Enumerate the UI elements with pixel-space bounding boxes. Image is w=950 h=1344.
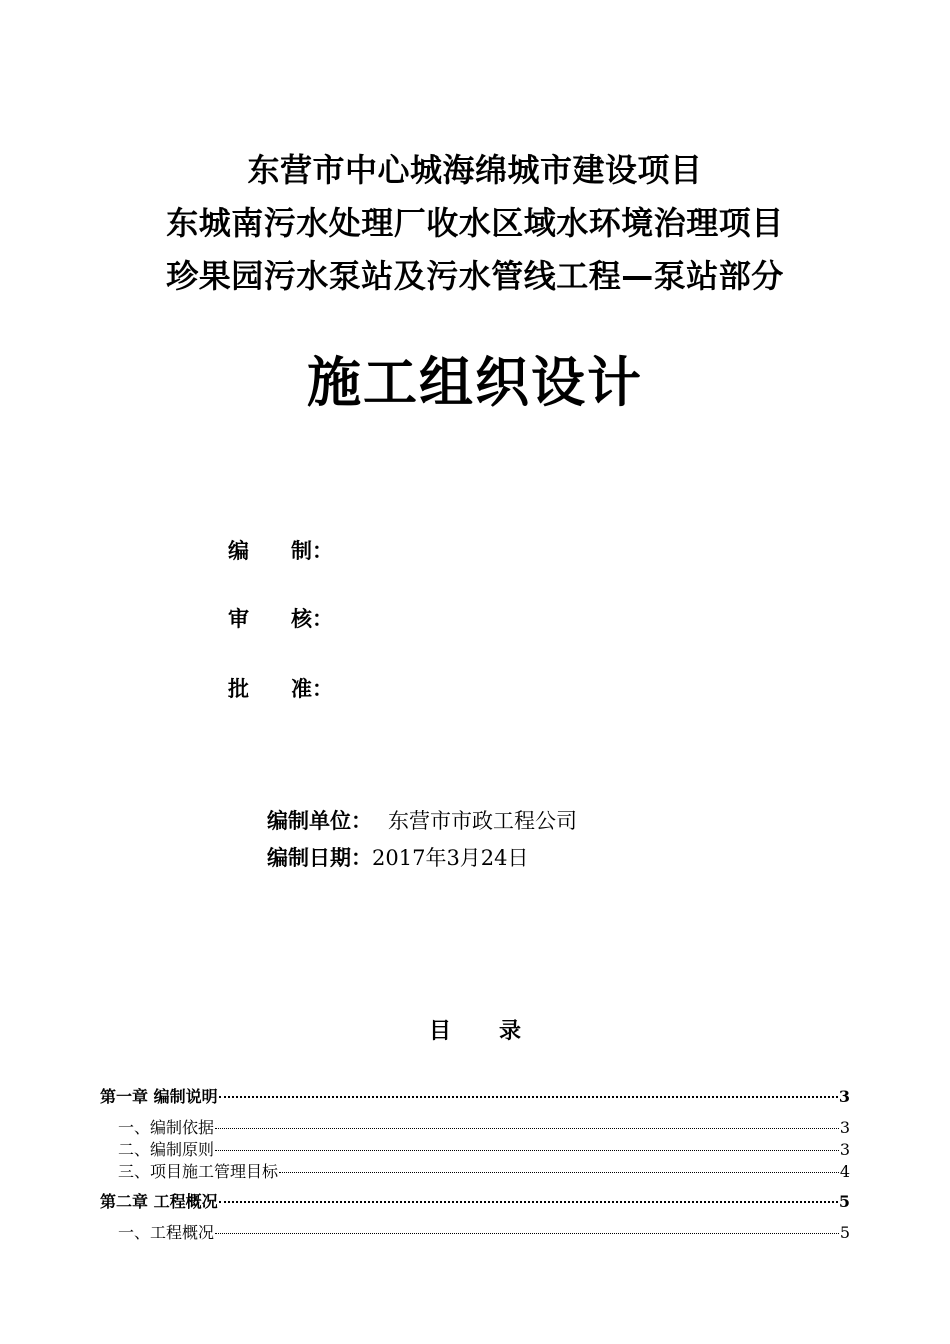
toc-page-number: 5 bbox=[839, 1223, 850, 1242]
toc-entry-section[interactable] bbox=[100, 1159, 850, 1182]
toc-entry-section[interactable] bbox=[100, 1115, 850, 1138]
toc-page-number: 5 bbox=[838, 1192, 850, 1211]
toc-page-number: 3 bbox=[839, 1140, 850, 1159]
toc-leader bbox=[215, 1150, 839, 1151]
compiling-date-row bbox=[267, 842, 529, 872]
toc-leader bbox=[219, 1201, 838, 1203]
toc-leader bbox=[279, 1172, 839, 1173]
compiling-unit-value: 东营市市政工程公司 bbox=[388, 809, 577, 833]
toc-heading bbox=[0, 1014, 950, 1045]
document-title: 施工组织设计 bbox=[307, 350, 643, 414]
compiling-unit-label: 编制单位： bbox=[267, 809, 372, 833]
toc-leader bbox=[219, 1096, 838, 1098]
toc-page-number: 3 bbox=[839, 1118, 850, 1137]
toc-entry-text: 三、项目施工管理目标 bbox=[118, 1162, 279, 1181]
toc-heading-char-1: 目 bbox=[428, 1019, 451, 1044]
approved-by-label: 批 准： bbox=[228, 677, 333, 701]
compiling-date-label: 编制日期： bbox=[267, 846, 372, 870]
compiling-unit-row bbox=[267, 805, 577, 835]
toc-leader bbox=[215, 1233, 839, 1234]
toc-page-number: 3 bbox=[838, 1087, 850, 1106]
toc-entry-text: 一、工程概况 bbox=[118, 1223, 215, 1242]
toc-entry-text: 二、编制原则 bbox=[118, 1140, 215, 1159]
toc-entry-text: 一、编制依据 bbox=[118, 1118, 215, 1137]
reviewed-by-label: 审 核： bbox=[228, 607, 333, 631]
toc-entry-text: 第一章 编制说明 bbox=[100, 1087, 218, 1106]
toc-leader bbox=[215, 1128, 839, 1129]
toc-entry-chapter-1[interactable] bbox=[100, 1084, 850, 1107]
compiled-by-label: 编 制： bbox=[228, 539, 333, 563]
toc-entry-chapter-2[interactable] bbox=[100, 1189, 850, 1212]
toc-entry-text: 第二章 工程概况 bbox=[100, 1192, 218, 1211]
compiling-date-value: 2017年3月24日 bbox=[372, 846, 529, 870]
project-title-line-1: 东营市中心城海绵城市建设项目 bbox=[247, 151, 703, 189]
project-title-line-2: 东城南污水处理厂收水区域水环境治理项目 bbox=[166, 204, 784, 242]
project-title-line-3: 珍果园污水泵站及污水管线工程—泵站部分 bbox=[166, 257, 784, 295]
toc-heading-char-2: 录 bbox=[499, 1019, 522, 1044]
toc-entry-section[interactable] bbox=[100, 1220, 850, 1243]
toc-entry-section[interactable] bbox=[100, 1137, 850, 1160]
toc-page-number: 4 bbox=[839, 1162, 850, 1181]
